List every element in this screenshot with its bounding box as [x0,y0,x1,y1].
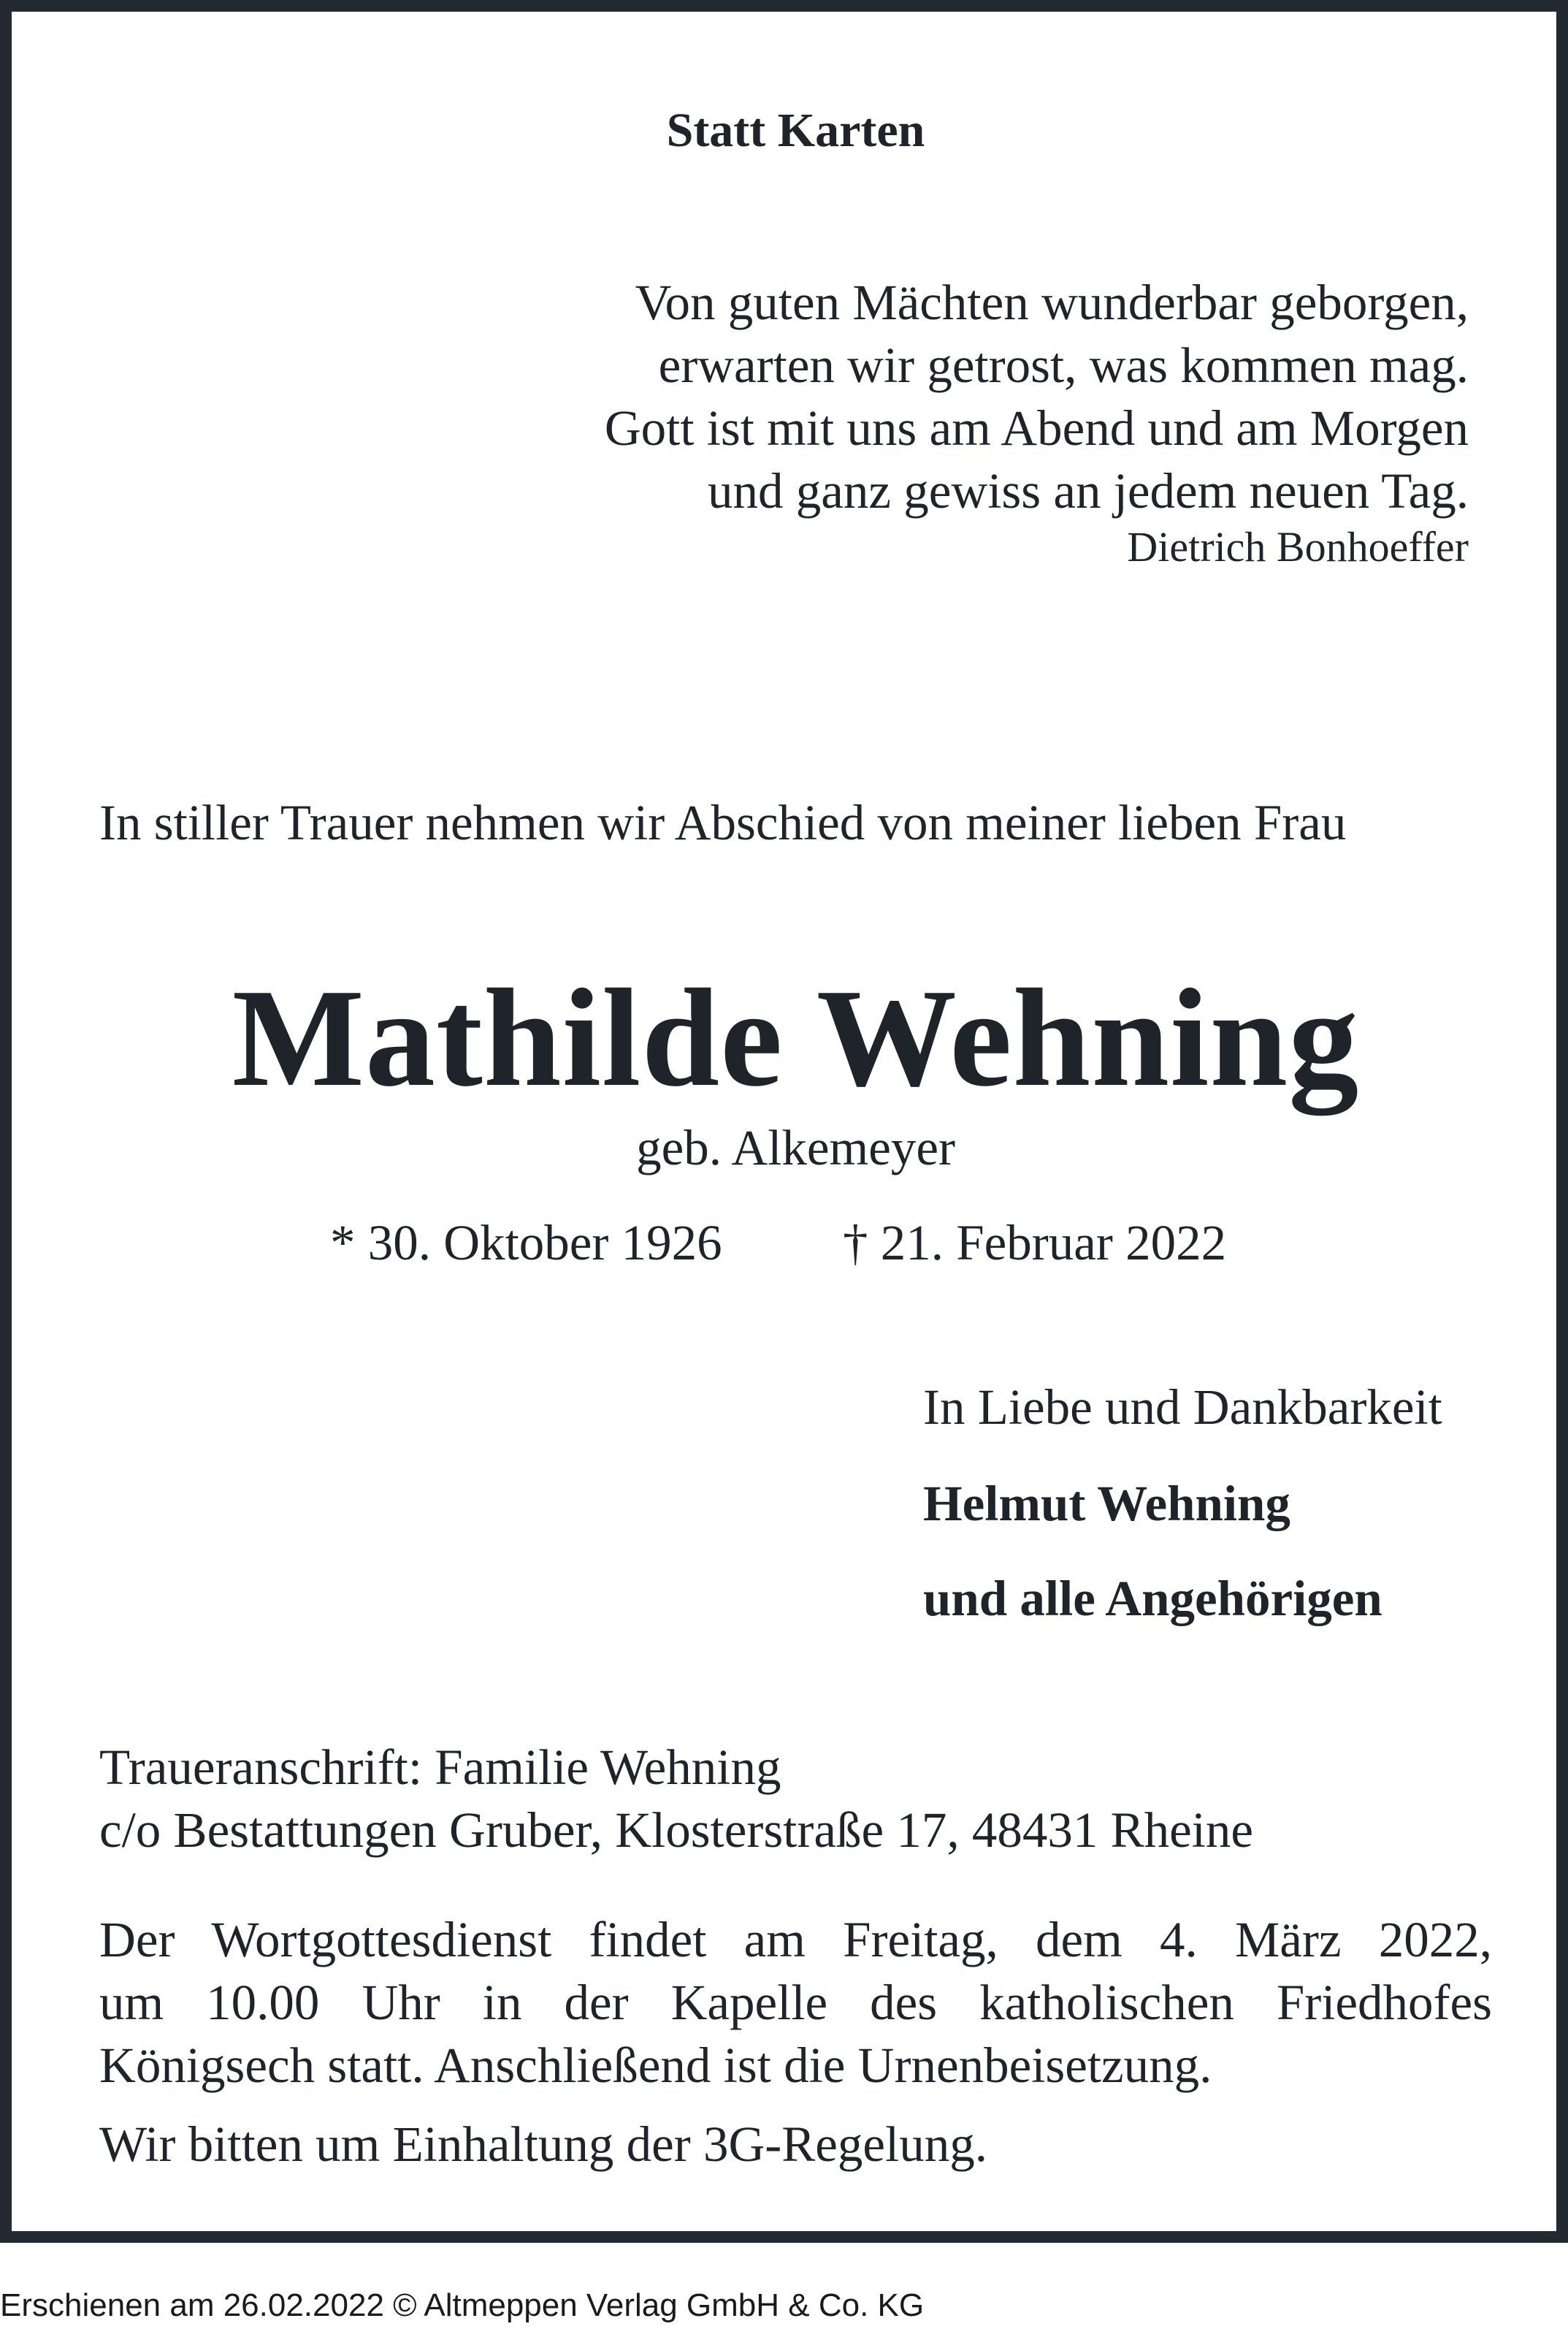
poem-line: und ganz gewiss an jedem neuen Tag. [707,463,1469,519]
intro-text: In stiller Trauer nehmen wir Abschied von meiner lieben Frau [99,795,1347,850]
deceased-name: Mathilde Wehning [232,960,1360,1116]
address-line: c/o Bestattungen Gruber, Klosterstraße 17, 48431 Rheine [99,1802,1254,1858]
poem-author: Dietrich Bonhoeffer [1127,523,1469,571]
maiden-name: geb. Alkemeyer [636,1120,955,1175]
health-rule-note: Wir bitten um Einhaltung der 3G-Regelung. [99,2116,987,2172]
service-line: um 10.00 Uhr in der Kapelle des katholischen Friedhofes [99,1975,1492,2030]
publication-footer: Erschienen am 26.02.2022 © Altmeppen Verlag GmbH & Co. KG [0,2287,925,2323]
birth-date: * 30. Oktober 1926 [330,1215,722,1270]
service-info [99,1908,1492,2097]
notice-heading: Statt Karten [666,104,925,157]
address-line: Traueranschrift: Familie Wehning [99,1739,781,1795]
poem-line: Gott ist mit uns am Abend und am Morgen [604,400,1469,456]
closing-text: In Liebe und Dankbarkeit [923,1379,1442,1435]
service-line: Der Wortgottesdienst findet am Freitag, dem 4. März 2022, [99,1912,1492,1967]
signer-relatives: und alle Angehörigen [923,1571,1382,1626]
mourning-address [99,1736,1253,1861]
poem-line: erwarten wir getrost, was kommen mag. [658,338,1469,393]
poem-line: Von guten Mächten wunderbar geborgen, [635,275,1469,330]
service-line: Königsech statt. Anschließend ist die Urnenbeisetzung. [99,2038,1212,2093]
poem [605,271,1469,522]
death-date: † 21. Februar 2022 [843,1215,1227,1270]
signer-name: Helmut Wehning [923,1476,1290,1531]
